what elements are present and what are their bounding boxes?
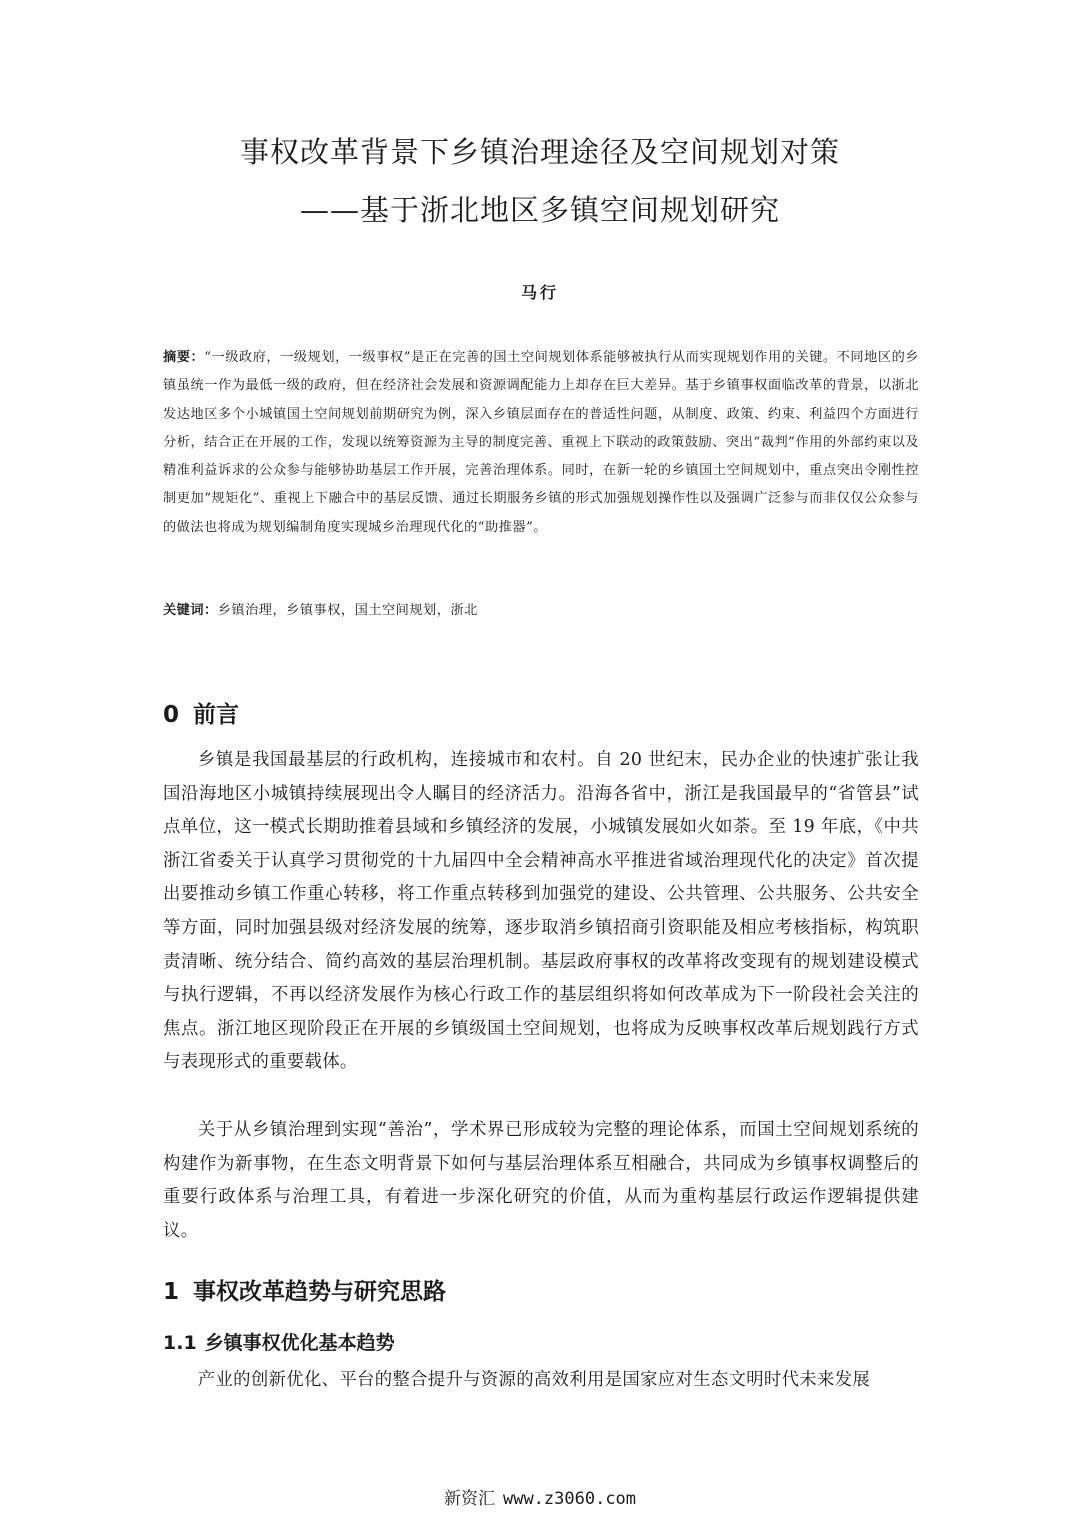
body-paragraph: 乡镇是我国最基层的行政机构，连接城市和农村。自 20 世纪末，民办企业的快速扩张让我国沿海地区小城镇持续展现出令人瞩目的经济活力。沿海各省中，浙江是我国最早的“省管县”试点单位，这一模式长期助推着县域和乡镇经济的发展，小城镇发展如火如荼。至 19 年底，《中共浙江省委关于认真学习贯彻党的十九届四中全会精神高水平推进省域治理现代化的决定》首次提出要推动乡镇工作重心转移，将工作重点转移到加强党的建设、公共管理、公共服务、公共安全等方面，同时加强县级对经济发展的统筹，逐步取消乡镇招商引资职能及相应考核指标，构筑职责清晰、统分结合、简约高效的基层治理机制。基层政府事权的改革将改变现有的规划建设模式与执行逻辑，不再以经济发展作为核心行政工作的基层组织将如何改革成为下一阶段社会关注的焦点。浙江地区现阶段正在开展的乡镇级国土空间规划，也将成为反映事权改革后规划践行方式与表现形式的重要载体。 [163, 750, 919, 1073]
subsection-heading-1-1 [163, 1328, 395, 1355]
section-number: 1 [163, 1279, 180, 1305]
section-title: 事权改革趋势与研究思路 [193, 1279, 447, 1305]
body-paragraph: 关于从乡镇治理到实现“善治”，学术界已形成较为完整的理论体系，而国土空间规划系统的构建作为新事物，在生态文明背景下如何与基层治理体系互相融合，共同成为乡镇事权调整后的重要行政体系与治理工具，有着进一步深化研究的价值，从而为重构基层行政运作逻辑提供建议。 [163, 1120, 919, 1241]
abstract-text: “一级政府，一级规划，一级事权”是正在完善的国土空间规划体系能够被执行从而实现规划作用的关键。不同地区的乡镇虽统一作为最低一级的政府，但在经济社会发展和资源调配能力上却存在巨大差异。基于乡镇事权面临改革的背景，以浙北发达地区多个小城镇国土空间规划前期研究为例，深入乡镇层面存在的普适性问题，从制度、政策、约束、利益四个方面进行分析，结合正在开展的工作，发现以统筹资源为主导的制度完善、重视上下联动的政策鼓励、突出“裁判”作用的外部约束以及精准利益诉求的公众参与能够协助基层工作开展，完善治理体系。同时，在新一轮的乡镇国土空间规划中，重点突出令刚性控制更加“规矩化”、重视上下融合中的基层反馈、通过长期服务乡镇的形式加强规划操作性以及强调广泛参与而非仅仅公众参与的做法也将成为规划编制角度实现城乡治理现代化的“助推器”。 [163, 350, 920, 535]
author-name: 马行 [520, 283, 559, 302]
body-paragraph: 产业的创新优化、平台的整合提升与资源的高效利用是国家应对生态文明时代未来发展 [197, 1370, 871, 1390]
footer-watermark [0, 1484, 1080, 1509]
footer-url: www.z3060.com [502, 1489, 637, 1509]
section-heading-1 [163, 1273, 446, 1306]
footer-site-name: 新资汇 [443, 1489, 495, 1509]
section-heading-0 [163, 696, 239, 729]
section-title: 前言 [193, 702, 240, 728]
keywords-label: 关键词： [163, 603, 218, 618]
section-number: 0 [163, 702, 180, 728]
abstract-label: 摘要： [163, 350, 205, 365]
paper-title: 事权改革背景下乡镇治理途径及空间规划对策 [239, 135, 840, 169]
keywords [163, 597, 919, 625]
abstract [163, 344, 919, 542]
subsection-number: 1.1 [163, 1332, 197, 1354]
subsection-title: 乡镇事权优化基本趋势 [204, 1332, 395, 1354]
paper-subtitle: ——基于浙北地区多镇空间规划研究 [299, 193, 780, 227]
keywords-text: 乡镇治理，乡镇事权，国土空间规划，浙北 [217, 603, 478, 618]
